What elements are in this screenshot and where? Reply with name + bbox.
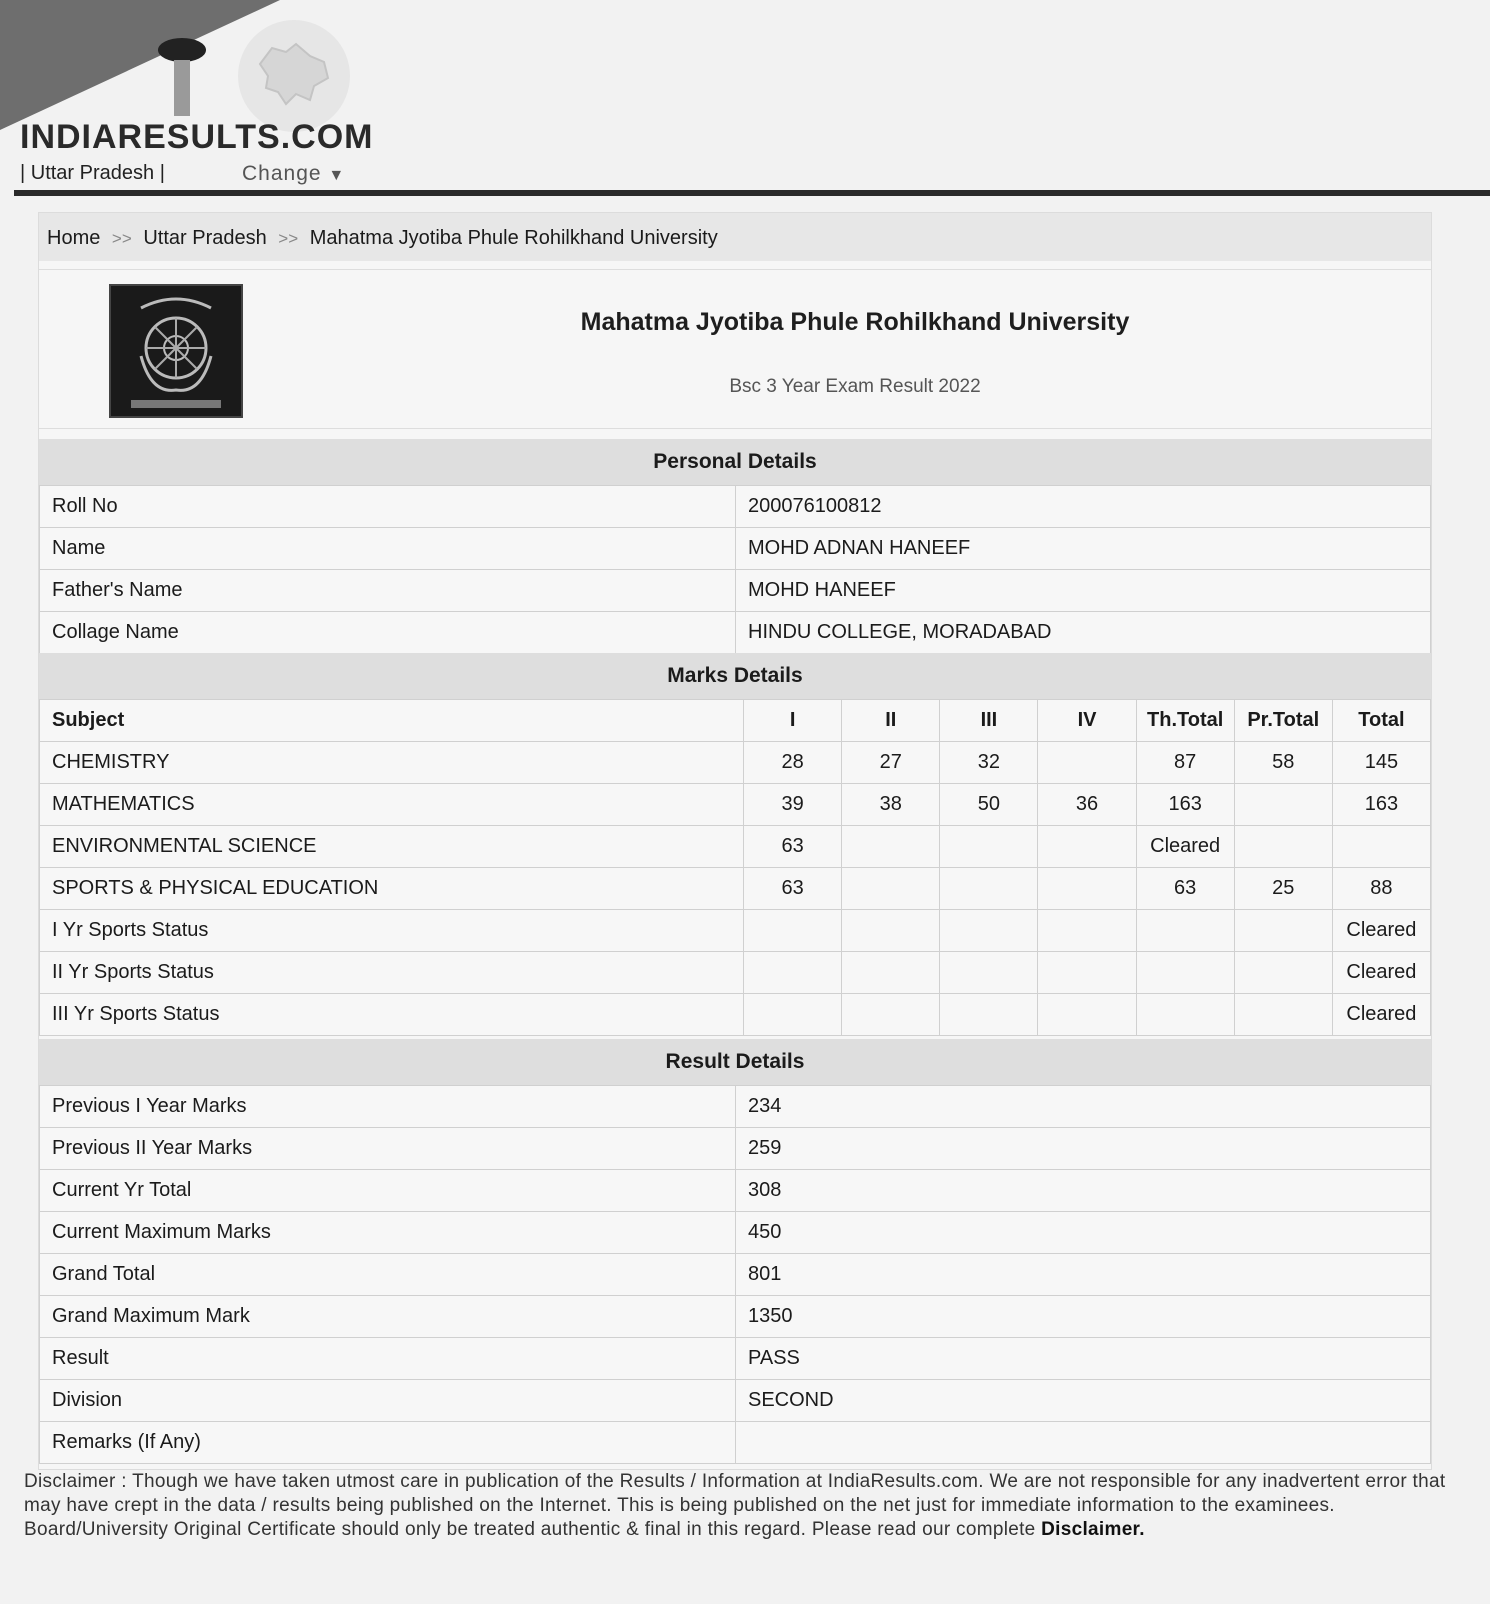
marks-table <box>39 699 1431 1036</box>
breadcrumb <box>39 213 1431 261</box>
breadcrumb-university-link[interactable]: Mahatma Jyotiba Phule Rohilkhand University <box>309 227 718 249</box>
mark-cell <box>1234 784 1332 826</box>
table-row <box>40 1296 1431 1338</box>
mark-cell: 63 <box>744 826 842 868</box>
column-header: IV <box>1038 700 1136 742</box>
mark-cell <box>1038 910 1136 952</box>
disclaimer-link[interactable]: Disclaimer. <box>1041 1519 1145 1540</box>
caret-down-icon: ▼ <box>328 167 346 184</box>
table-row <box>40 1170 1431 1212</box>
mark-cell: 38 <box>842 784 940 826</box>
column-header: Subject <box>40 700 744 742</box>
mark-cell <box>1038 868 1136 910</box>
fathers-name-label: Father's Name <box>40 570 736 612</box>
disclaimer-text: Disclaimer : Though we have taken utmost care in publication of the Results / Information at IndiaResults.com. We are not responsible for any inadvertent error that may have crept in the data / results being published on the Internet. This is being published on the net just for immediate information to the examinees. Board/University Original Certificate should only be treated authentic & final in this regard. Please read our complete <box>24 1471 1446 1540</box>
mark-cell <box>1332 826 1430 868</box>
mark-cell <box>1136 952 1234 994</box>
breadcrumb-home-link[interactable]: Home <box>47 227 101 249</box>
result-label: Grand Maximum Mark <box>40 1296 736 1338</box>
table-row <box>40 952 1431 994</box>
mark-cell: 25 <box>1234 868 1332 910</box>
table-row <box>40 784 1431 826</box>
mark-cell <box>1038 952 1136 994</box>
roll-no-label: Roll No <box>40 486 736 528</box>
mark-cell <box>1038 826 1136 868</box>
mark-cell <box>744 952 842 994</box>
roll-no-value: 200076100812 <box>736 486 1431 528</box>
table-row <box>40 1086 1431 1128</box>
mark-cell <box>744 910 842 952</box>
result-label: Current Maximum Marks <box>40 1212 736 1254</box>
mark-cell: Cleared <box>1332 994 1430 1036</box>
site-logo[interactable] <box>20 20 374 185</box>
personal-details-heading: Personal Details <box>39 439 1431 485</box>
breadcrumb-separator: >> <box>111 229 132 248</box>
mark-cell <box>1234 994 1332 1036</box>
result-value <box>736 1422 1431 1464</box>
result-label: Current Yr Total <box>40 1170 736 1212</box>
mark-cell <box>1234 910 1332 952</box>
mark-cell: 28 <box>744 742 842 784</box>
table-row <box>40 1338 1431 1380</box>
mark-cell <box>1038 742 1136 784</box>
mark-cell: Cleared <box>1136 826 1234 868</box>
result-value: 259 <box>736 1128 1431 1170</box>
mark-cell <box>842 868 940 910</box>
result-value: 1350 <box>736 1296 1431 1338</box>
column-header: I <box>744 700 842 742</box>
table-row <box>40 826 1431 868</box>
college-name-value: HINDU COLLEGE, MORADABAD <box>736 612 1431 654</box>
result-value: 234 <box>736 1086 1431 1128</box>
table-row <box>40 742 1431 784</box>
result-details-heading: Result Details <box>39 1039 1431 1085</box>
mark-cell <box>940 994 1038 1036</box>
change-label: Change <box>242 162 322 185</box>
breadcrumb-separator: >> <box>278 229 299 248</box>
table-row <box>40 1254 1431 1296</box>
mark-cell: 27 <box>842 742 940 784</box>
result-value: 450 <box>736 1212 1431 1254</box>
result-label: Grand Total <box>40 1254 736 1296</box>
result-label: Previous II Year Marks <box>40 1128 736 1170</box>
mark-cell: 32 <box>940 742 1038 784</box>
exam-subtitle: Bsc 3 Year Exam Result 2022 <box>729 376 981 397</box>
change-state-dropdown[interactable] <box>242 162 345 186</box>
college-name-label: Collage Name <box>40 612 736 654</box>
university-title: Mahatma Jyotiba Phule Rohilkhand University <box>580 308 1130 336</box>
result-label: Previous I Year Marks <box>40 1086 736 1128</box>
mark-cell <box>842 952 940 994</box>
table-row <box>40 868 1431 910</box>
mark-cell: Cleared <box>1332 910 1430 952</box>
column-header: Total <box>1332 700 1430 742</box>
mark-cell <box>744 994 842 1036</box>
name-label: Name <box>40 528 736 570</box>
mark-cell: 58 <box>1234 742 1332 784</box>
subject-cell: SPORTS & PHYSICAL EDUCATION <box>40 868 744 910</box>
result-value: PASS <box>736 1338 1431 1380</box>
subject-cell: ENVIRONMENTAL SCIENCE <box>40 826 744 868</box>
result-label: Remarks (If Any) <box>40 1422 736 1464</box>
result-details-table <box>39 1085 1431 1464</box>
name-value: MOHD ADNAN HANEEF <box>736 528 1431 570</box>
table-row <box>40 1128 1431 1170</box>
result-label: Division <box>40 1380 736 1422</box>
mark-cell: Cleared <box>1332 952 1430 994</box>
mark-cell: 163 <box>1332 784 1430 826</box>
table-row <box>40 1380 1431 1422</box>
column-header: III <box>940 700 1038 742</box>
disclaimer <box>24 1470 1454 1542</box>
result-container <box>38 212 1432 1470</box>
table-row <box>40 1422 1431 1464</box>
subject-cell: MATHEMATICS <box>40 784 744 826</box>
mark-cell <box>940 868 1038 910</box>
column-header: Th.Total <box>1136 700 1234 742</box>
mark-cell <box>1234 952 1332 994</box>
subject-cell: III Yr Sports Status <box>40 994 744 1036</box>
personal-details-table <box>39 485 1431 654</box>
mark-cell <box>842 994 940 1036</box>
table-row <box>40 910 1431 952</box>
result-label: Result <box>40 1338 736 1380</box>
mark-cell: 36 <box>1038 784 1136 826</box>
mark-cell <box>1234 826 1332 868</box>
mark-cell <box>940 826 1038 868</box>
mark-cell <box>940 910 1038 952</box>
mark-cell <box>842 910 940 952</box>
mark-cell <box>1136 994 1234 1036</box>
header-divider <box>14 190 1490 196</box>
column-header: Pr.Total <box>1234 700 1332 742</box>
table-row <box>40 486 1431 528</box>
mark-cell: 50 <box>940 784 1038 826</box>
state-map-icon <box>238 20 350 132</box>
mark-cell <box>842 826 940 868</box>
mark-cell: 39 <box>744 784 842 826</box>
mark-cell <box>1136 910 1234 952</box>
marks-details-heading: Marks Details <box>39 653 1431 699</box>
university-header <box>39 269 1431 429</box>
result-value: 801 <box>736 1254 1431 1296</box>
mark-cell: 87 <box>1136 742 1234 784</box>
result-value: 308 <box>736 1170 1431 1212</box>
table-row <box>40 528 1431 570</box>
table-row <box>40 612 1431 654</box>
mark-cell: 163 <box>1136 784 1234 826</box>
mark-cell <box>940 952 1038 994</box>
mark-cell: 63 <box>1136 868 1234 910</box>
table-row <box>40 570 1431 612</box>
result-value: SECOND <box>736 1380 1431 1422</box>
subject-cell: II Yr Sports Status <box>40 952 744 994</box>
mark-cell: 145 <box>1332 742 1430 784</box>
column-header: II <box>842 700 940 742</box>
table-row <box>40 1212 1431 1254</box>
table-row <box>40 994 1431 1036</box>
marks-header-row <box>40 700 1431 742</box>
current-state-label: | Uttar Pradesh | <box>20 162 165 184</box>
mark-cell: 63 <box>744 868 842 910</box>
subject-cell: CHEMISTRY <box>40 742 744 784</box>
fathers-name-value: MOHD HANEEF <box>736 570 1431 612</box>
mark-cell: 88 <box>1332 868 1430 910</box>
brand-name: INDIARESULTS.COM <box>20 118 374 156</box>
subject-cell: I Yr Sports Status <box>40 910 744 952</box>
mark-cell <box>1038 994 1136 1036</box>
breadcrumb-state-link[interactable]: Uttar Pradesh <box>143 227 267 249</box>
